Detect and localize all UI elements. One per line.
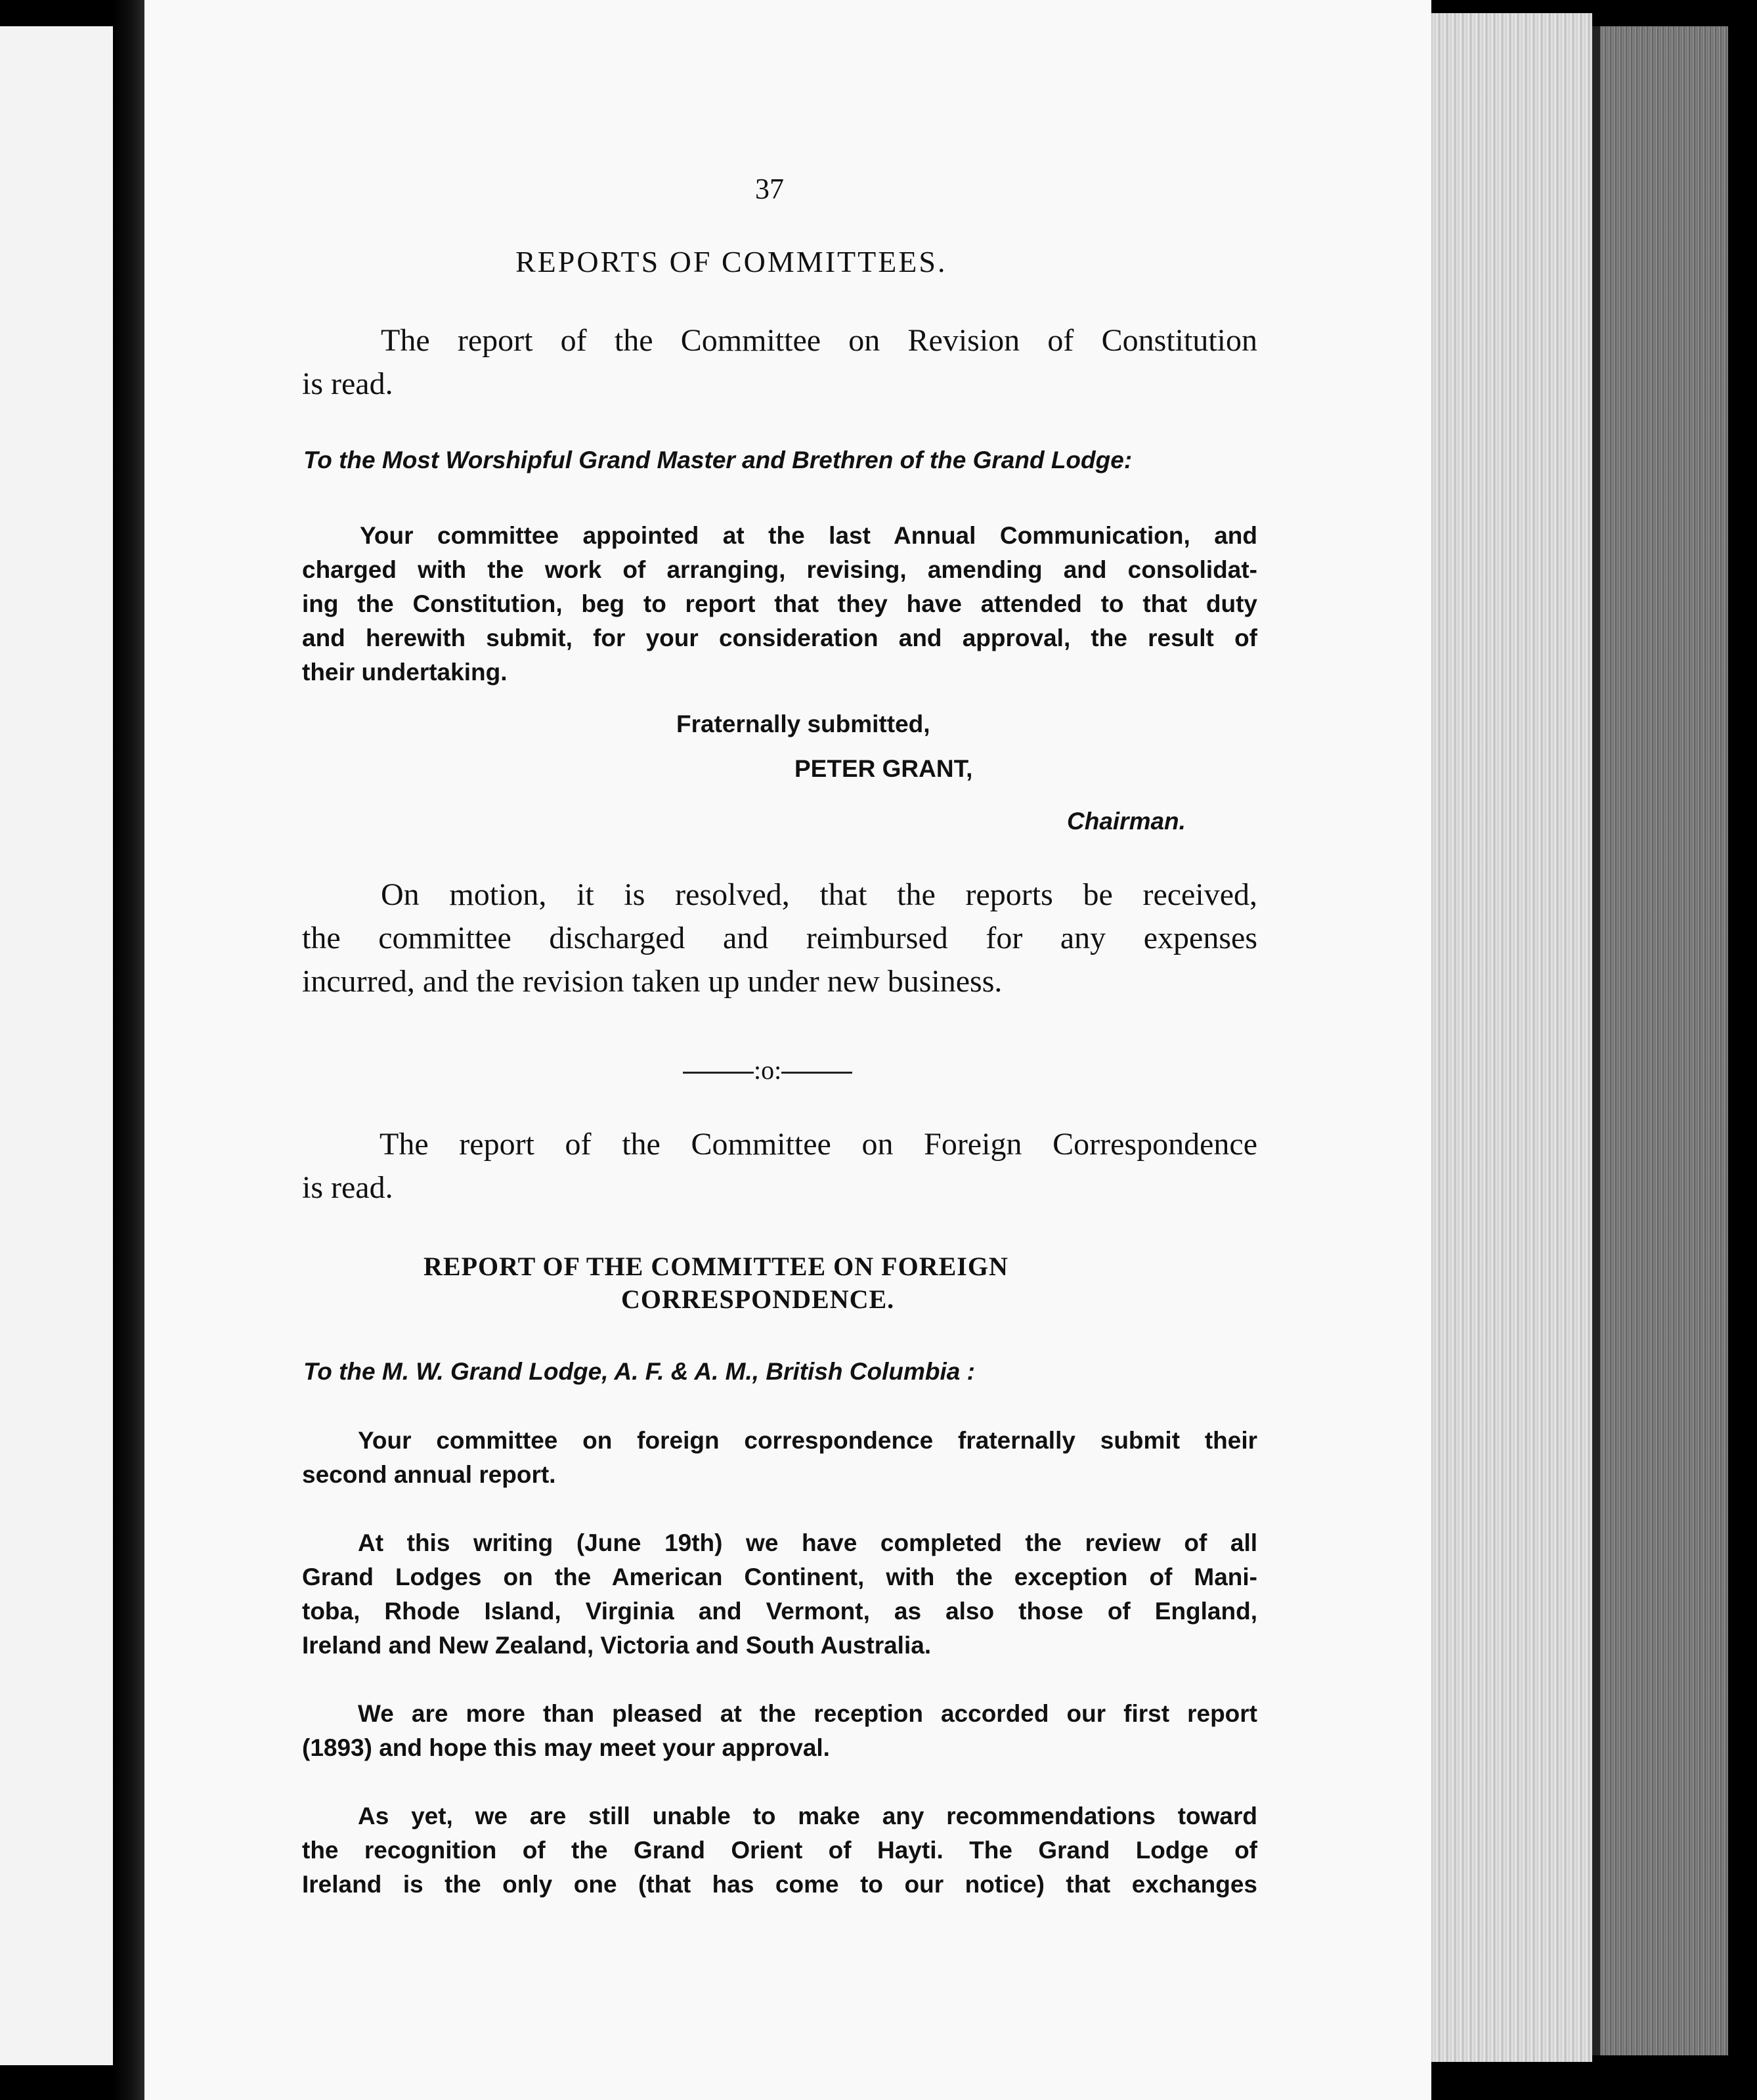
paragraph-line: (1893) and hope this may meet your approval. xyxy=(302,1734,830,1761)
separator-rule xyxy=(683,1072,754,1074)
section-separator xyxy=(683,1055,852,1085)
paragraph-line: Your committee appointed at the last Annual Communication, and xyxy=(360,522,1257,549)
revision-intro-line: The report of the Committee on Revision of Constitution xyxy=(381,323,1257,358)
book-text-block-edge xyxy=(1600,26,1728,2055)
paragraph-line: their undertaking. xyxy=(302,659,508,686)
previous-page-edge xyxy=(0,26,113,2065)
paragraph-line: ing the Constitution, beg to report that they have attended to that duty xyxy=(302,590,1257,617)
paragraph-line: the committee discharged and reimbursed for any expenses xyxy=(302,921,1257,955)
revision-report-paragraph xyxy=(302,519,1257,689)
foreign-paragraph xyxy=(302,1697,1257,1765)
signature-closing: Fraternally submitted, xyxy=(676,711,930,737)
page-heading: REPORTS OF COMMITTEES. xyxy=(515,245,947,278)
signature-title: Chairman. xyxy=(1067,808,1186,835)
foreign-paragraph xyxy=(302,1424,1257,1492)
foreign-heading-line: CORRESPONDENCE. xyxy=(621,1284,895,1314)
fore-edge-shadow xyxy=(1592,26,1600,2055)
paragraph-line: We are more than pleased at the reception accorded our first report xyxy=(358,1700,1257,1727)
foreign-heading-line: REPORT OF THE COMMITTEE ON FOREIGN xyxy=(423,1252,1009,1281)
paragraph-line: Grand Lodges on the American Continent, with the exception of Mani- xyxy=(302,1564,1257,1590)
book-gutter xyxy=(113,0,144,2100)
paragraph-line: incurred, and the revision taken up under new business. xyxy=(302,964,1003,999)
separator-rule xyxy=(781,1072,852,1074)
signature-name: PETER GRANT, xyxy=(794,755,973,782)
paragraph-line: At this writing (June 19th) we have completed the review of all xyxy=(358,1529,1257,1556)
revision-intro xyxy=(302,319,1257,406)
paragraph-line: Your committee on foreign correspondence fraternally submit their xyxy=(358,1427,1257,1454)
page-number: 37 xyxy=(755,173,784,205)
motion-paragraph xyxy=(302,873,1257,1003)
foreign-intro-line: The report of the Committee on Foreign Correspondence xyxy=(380,1127,1257,1162)
paragraph-line: the recognition of the Grand Orient of Hayti. The Grand Lodge of xyxy=(302,1837,1257,1864)
foreign-paragraph xyxy=(302,1799,1257,1902)
paragraph-line: toba, Rhode Island, Virginia and Vermont, as also those of England, xyxy=(302,1598,1257,1625)
paragraph-line: and herewith submit, for your consideration and approval, the result of xyxy=(302,624,1257,651)
foreign-intro-line: is read. xyxy=(302,1170,393,1205)
paragraph-line: charged with the work of arranging, revising, amending and consolidat- xyxy=(302,556,1257,583)
page-fore-edge xyxy=(1431,13,1592,2062)
foreign-paragraph xyxy=(302,1526,1257,1663)
foreign-address: To the M. W. Grand Lodge, A. F. & A. M., British Columbia : xyxy=(303,1358,975,1385)
paragraph-line: Ireland and New Zealand, Victoria and South Australia. xyxy=(302,1632,932,1659)
separator-mark: :o: xyxy=(754,1055,782,1085)
foreign-intro xyxy=(302,1123,1257,1210)
revision-address: To the Most Worshipful Grand Master and Brethren of the Grand Lodge: xyxy=(303,447,1133,473)
book-page xyxy=(144,0,1431,2100)
paragraph-line: As yet, we are still unable to make any recommendations toward xyxy=(358,1803,1257,1829)
paragraph-line: Ireland is the only one (that has come to our notice) that exchanges xyxy=(302,1871,1257,1898)
paragraph-line: second annual report. xyxy=(302,1461,556,1488)
revision-intro-line: is read. xyxy=(302,366,393,401)
paragraph-line: On motion, it is resolved, that the reports be received, xyxy=(381,877,1257,912)
